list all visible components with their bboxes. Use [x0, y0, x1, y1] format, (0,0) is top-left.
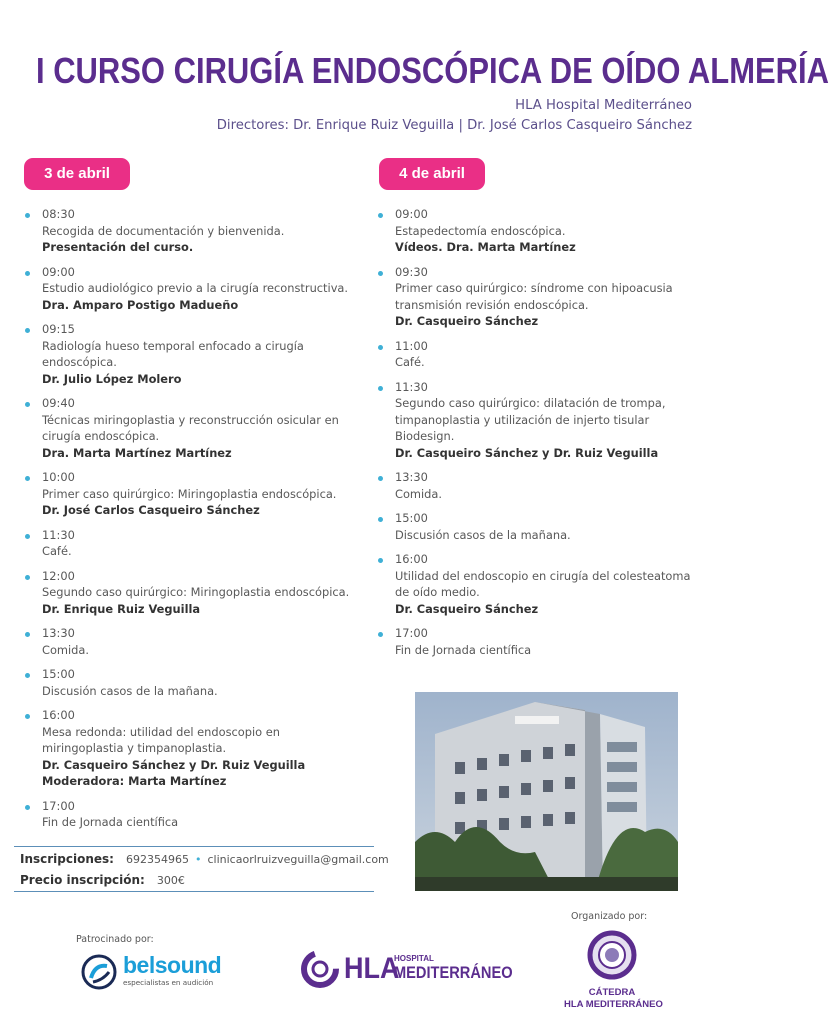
agenda-speaker: Dr. José Carlos Casqueiro Sánchez [42, 503, 260, 517]
bullet-icon [378, 632, 383, 637]
agenda-description: Primer caso quirúrgico: síndrome con hipoacusia transmisión revisión endoscópica. [395, 281, 673, 312]
agenda-description: Fin de Jornada científica [42, 815, 179, 829]
price-label: Precio inscripción: [20, 873, 145, 887]
agenda-time: 13:30 [42, 626, 75, 640]
hospital-building-photo [415, 692, 678, 891]
catedra-line-1: CÁTEDRA [588, 987, 636, 998]
agenda-description: Segundo caso quirúrgico: Miringoplastia endoscópica. [42, 585, 350, 599]
agenda-description: Segundo caso quirúrgico: dilatación de trompa, timpanoplastia y utilización de injerto tisular Biodesign. [395, 396, 666, 443]
hospital-name: HLA Hospital Mediterráneo [515, 98, 692, 113]
agenda-time: 15:00 [42, 667, 75, 681]
agenda-item [24, 625, 364, 658]
hla-letters: HLA [344, 952, 400, 985]
divider [14, 891, 374, 892]
hospital-building-image [415, 692, 678, 891]
agenda-item [377, 510, 702, 543]
agenda-item [24, 798, 364, 831]
agenda-time: 11:00 [395, 338, 428, 353]
agenda-item [24, 568, 364, 618]
agenda-time: 09:00 [42, 264, 75, 279]
agenda-day-1 [24, 206, 364, 839]
bullet-icon [378, 345, 383, 350]
agenda-item [24, 395, 364, 461]
agenda-speaker: Dr. Casqueiro Sánchez y Dr. Ruiz Veguilla [42, 757, 306, 772]
agenda-time: 12:00 [42, 568, 75, 583]
registration-info [20, 852, 389, 866]
agenda-item [24, 666, 364, 699]
agenda-description: Estapedectomía endoscópica. [395, 223, 566, 238]
agenda-description: Café. [395, 355, 425, 369]
agenda-description: Discusión casos de la mañana. [42, 683, 218, 698]
bullet-icon [378, 558, 383, 563]
agenda-description: Comida. [42, 642, 90, 657]
agenda-time: 08:30 [42, 207, 75, 221]
hla-logo [298, 948, 513, 990]
agenda-item [24, 707, 364, 790]
agenda-item [377, 264, 702, 330]
bullet-icon [25, 328, 30, 333]
registration-label: Inscripciones: [20, 852, 114, 866]
agenda-time: 11:30 [42, 527, 75, 542]
agenda-description: Estudio audiológico previo a la cirugía reconstructiva. [42, 281, 349, 295]
page-title: I CURSO CIRUGÍA ENDOSCÓPICA DE OÍDO ALMERÍA [36, 50, 829, 91]
agenda-item [377, 379, 702, 462]
bullet-icon [25, 632, 30, 637]
agenda-time: 09:30 [395, 264, 428, 279]
agenda-item [24, 321, 364, 387]
agenda-item [377, 206, 702, 256]
divider [14, 846, 374, 847]
agenda-speaker: Vídeos. Dra. Marta Martínez [395, 240, 576, 254]
agenda-description: Primer caso quirúrgico: Miringoplastia endoscópica. [42, 486, 337, 501]
bullet-icon [25, 805, 30, 810]
separator-dot-icon: • [194, 853, 202, 866]
bullet-icon [25, 271, 30, 276]
bullet-icon [25, 534, 30, 539]
agenda-speaker: Dr. Casqueiro Sánchez [395, 314, 539, 328]
agenda-speaker: Dr. Enrique Ruiz Veguilla [42, 601, 201, 616]
bullet-icon [25, 213, 30, 218]
agenda-time: 10:00 [42, 470, 75, 484]
bullet-icon [378, 386, 383, 391]
agenda-item [24, 469, 364, 519]
organized-by-label: Organizado por: [571, 911, 648, 922]
agenda-time: 11:30 [395, 379, 428, 394]
agenda-time: 09:00 [395, 207, 428, 221]
catedra-seal-icon [587, 930, 637, 980]
agenda-moderator: Moderadora: Marta Martínez [42, 774, 227, 788]
agenda-description: Técnicas miringoplastia y reconstrucción osicular en cirugía endoscópica. [42, 412, 339, 443]
agenda-item [377, 469, 702, 502]
bullet-icon [378, 271, 383, 276]
bullet-icon [25, 714, 30, 719]
agenda-description: Mesa redonda: utilidad del endoscopio en miringoplastia y timpanoplastia. [42, 724, 280, 755]
agenda-speaker: Presentación del curso. [42, 240, 194, 254]
bullet-icon [25, 575, 30, 580]
bullet-icon [378, 213, 383, 218]
hla-mediterraneo-word: MEDITERRÁNEO [394, 963, 513, 982]
price-info [20, 873, 185, 887]
agenda-description: Discusión casos de la mañana. [395, 527, 571, 542]
agenda-time: 13:30 [395, 470, 428, 484]
bullet-icon [25, 476, 30, 481]
agenda-item [24, 527, 364, 560]
hla-logo-icon [300, 949, 340, 989]
registration-phone: 692354965 [125, 853, 189, 866]
belsound-logo-icon [81, 954, 117, 990]
agenda-description: Radiología hueso temporal enfocado a cirugía endoscópica. [42, 338, 304, 369]
agenda-speaker: Dr. Casqueiro Sánchez y Dr. Ruiz Veguilla [395, 445, 659, 460]
agenda-time: 16:00 [395, 552, 428, 566]
day-badge-2: 4 de abril [379, 158, 485, 190]
agenda-time: 15:00 [395, 511, 428, 525]
bullet-icon [25, 402, 30, 407]
registration-email: clinicaorlruizveguilla@gmail.com [207, 853, 389, 866]
agenda-description: Fin de Jornada científica [395, 642, 532, 657]
agenda-time: 16:00 [42, 708, 75, 722]
agenda-time: 09:15 [42, 322, 75, 336]
sponsored-by-label: Patrocinado por: [76, 934, 154, 945]
agenda-day-2 [377, 206, 702, 666]
price-value: 300€ [156, 874, 185, 887]
agenda-item [377, 338, 702, 371]
agenda-speaker: Dra. Amparo Postigo Madueño [42, 297, 239, 312]
agenda-description: Comida. [395, 486, 443, 501]
agenda-description: Café. [42, 544, 72, 558]
day-badge-1: 3 de abril [24, 158, 130, 190]
agenda-time: 09:40 [42, 396, 75, 410]
bullet-icon [378, 476, 383, 481]
belsound-name: belsound [123, 952, 222, 978]
agenda-item [377, 625, 702, 658]
agenda-speaker: Dr. Julio López Molero [42, 371, 182, 386]
catedra-line-2: HLA MEDITERRÁNEO [564, 999, 663, 1010]
bullet-icon [25, 673, 30, 678]
hla-hospital-word: HOSPITAL [394, 954, 434, 963]
directors-line: Directores: Dr. Enrique Ruiz Veguilla | Dr. José Carlos Casqueiro Sánchez [216, 118, 692, 133]
agenda-item [24, 264, 364, 314]
agenda-description: Recogida de documentación y bienvenida. [42, 223, 285, 238]
agenda-item [377, 551, 702, 617]
agenda-time: 17:00 [42, 798, 75, 813]
catedra-logo [564, 927, 663, 1017]
agenda-speaker: Dra. Marta Martínez Martínez [42, 445, 232, 460]
agenda-item [24, 206, 364, 256]
agenda-time: 17:00 [395, 626, 428, 640]
bullet-icon [378, 517, 383, 522]
agenda-description: Utilidad del endoscopio en cirugía del colesteatoma de oído medio. [395, 568, 691, 599]
belsound-logo [79, 952, 224, 992]
belsound-tagline: especialistas en audición [123, 978, 214, 987]
agenda-speaker: Dr. Casqueiro Sánchez [395, 601, 539, 616]
